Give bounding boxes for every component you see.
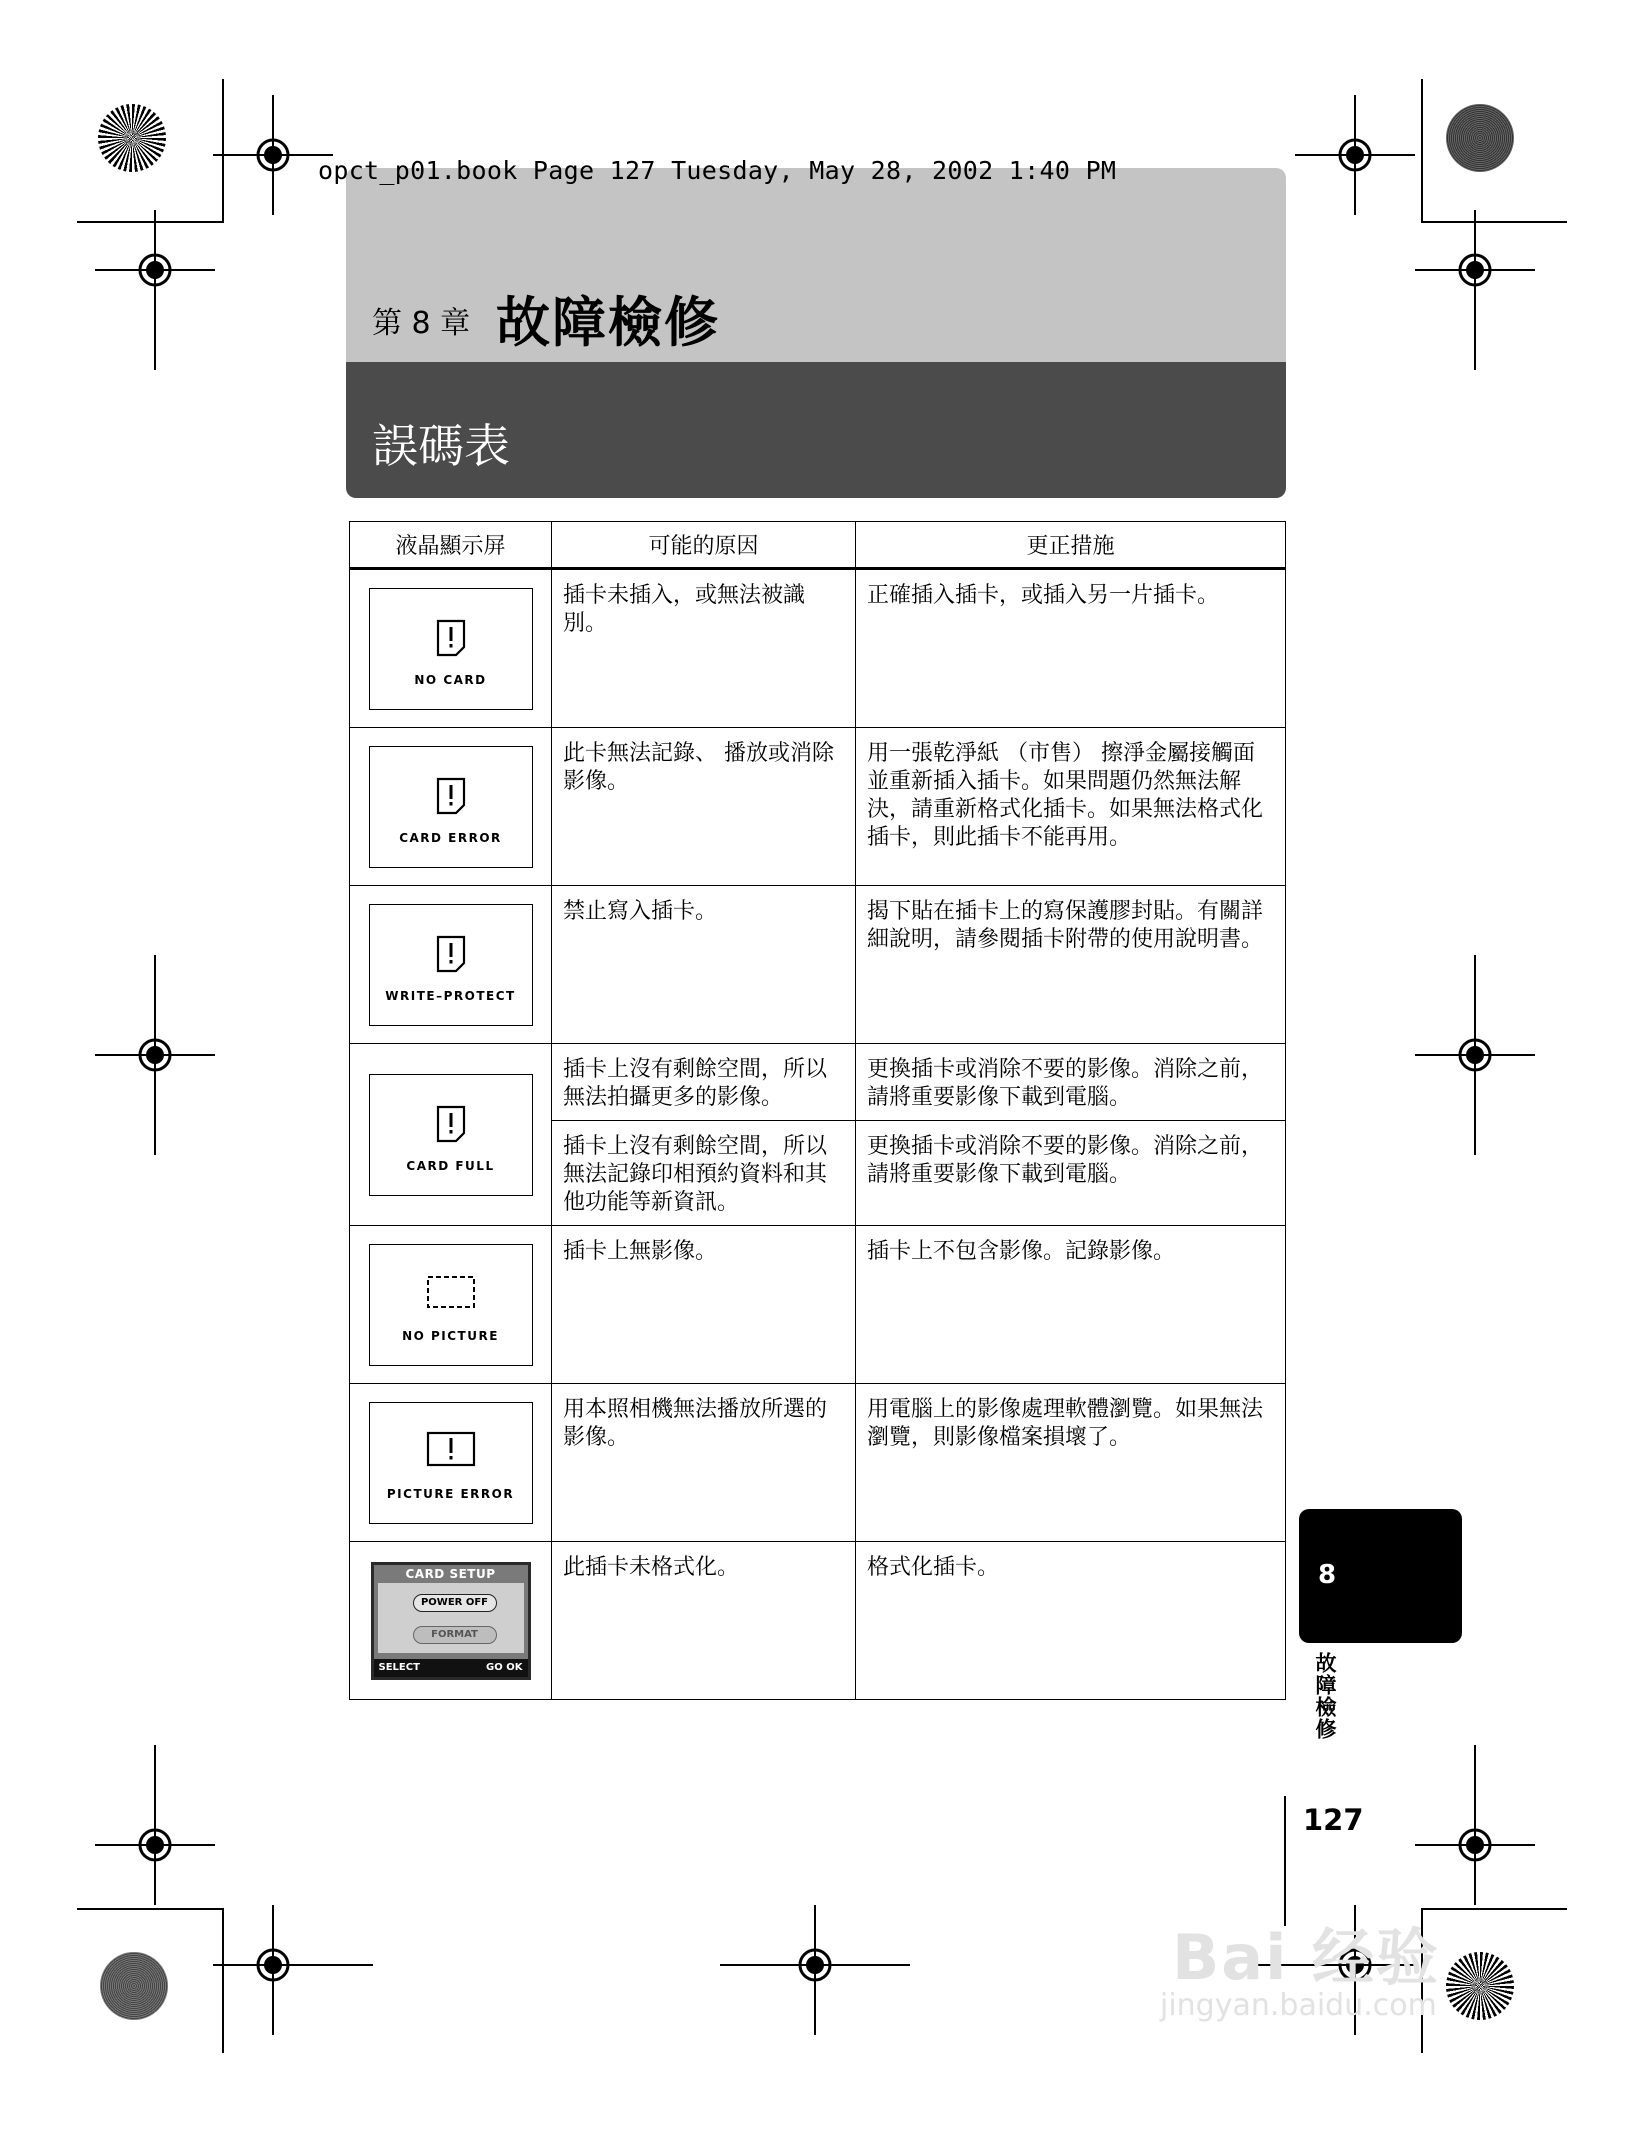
card-warning-icon bbox=[436, 1105, 466, 1143]
table-row bbox=[350, 1044, 1286, 1121]
table-row bbox=[350, 886, 1286, 1044]
table-row bbox=[350, 569, 1286, 728]
page-number: 127 bbox=[1303, 1803, 1364, 1837]
lcd-screen bbox=[369, 904, 533, 1026]
lcd-screen bbox=[369, 1402, 533, 1524]
watermark-url: jingyan.baidu.com bbox=[1160, 1988, 1437, 2023]
card-warning-icon bbox=[436, 777, 466, 815]
lcd-cell bbox=[350, 1542, 552, 1700]
crosshair-target-icon bbox=[1295, 95, 1415, 215]
table-row bbox=[350, 1226, 1286, 1384]
empty-frame-icon bbox=[426, 1275, 476, 1309]
action-cell: 格式化插卡。 bbox=[856, 1542, 1286, 1700]
card-warning-icon bbox=[436, 619, 466, 657]
go-ok-hint: GO OK bbox=[486, 1661, 523, 1673]
menu-footer bbox=[374, 1659, 528, 1677]
cause-cell: 插卡上沒有剩餘空間，所以無法記錄印相預約資料和其他功能等新資訊。 bbox=[552, 1121, 856, 1226]
lcd-message: PICTURE ERROR bbox=[386, 1486, 515, 1501]
table-row bbox=[350, 1384, 1286, 1542]
lcd-cell bbox=[350, 886, 552, 1044]
cause-cell: 插卡未插入，或無法被識別。 bbox=[552, 569, 856, 728]
lcd-cell bbox=[350, 1226, 552, 1384]
lcd-screen bbox=[369, 1244, 533, 1366]
watermark-logo: Bai 经验 bbox=[1172, 1921, 1440, 1994]
page-number-rule bbox=[1284, 1796, 1286, 1926]
section-title: 誤碼表 bbox=[372, 419, 510, 473]
lcd-message: WRITE–PROTECT bbox=[385, 988, 516, 1003]
action-cell: 更換插卡或消除不要的影像。消除之前，請將重要影像下載到電腦。 bbox=[856, 1121, 1286, 1226]
side-tab-number: 8 bbox=[1318, 1560, 1337, 1590]
action-cell: 揭下貼在插卡上的寫保護膠封貼。有關詳細說明，請參閱插卡附帶的使用說明書。 bbox=[856, 886, 1286, 1044]
lcd-message: CARD FULL bbox=[406, 1158, 495, 1173]
crosshair-target-icon bbox=[213, 1905, 373, 2035]
card-warning-icon bbox=[436, 935, 466, 973]
lcd-cell bbox=[350, 1044, 552, 1226]
table-row bbox=[350, 728, 1286, 886]
crosshair-target-icon bbox=[1415, 210, 1535, 370]
lcd-message: CARD ERROR bbox=[399, 830, 502, 845]
action-cell: 插卡上不包含影像。記錄影像。 bbox=[856, 1226, 1286, 1384]
column-header-action: 更正措施 bbox=[856, 522, 1286, 569]
crosshair-target-icon bbox=[95, 210, 215, 370]
crosshair-target-icon bbox=[95, 1745, 215, 1905]
cause-cell: 此插卡未格式化。 bbox=[552, 1542, 856, 1700]
cause-cell: 用本照相機無法播放所選的影像。 bbox=[552, 1384, 856, 1542]
table-row bbox=[350, 1542, 1286, 1700]
lcd-cell bbox=[350, 569, 552, 728]
format-option: FORMAT bbox=[413, 1626, 497, 1644]
crosshair-target-icon bbox=[1415, 1745, 1535, 1905]
lcd-screen bbox=[369, 588, 533, 710]
color-bar-burst-top-left bbox=[98, 104, 166, 172]
column-header-lcd: 液晶顯示屏 bbox=[350, 522, 552, 569]
crosshair-target-icon bbox=[720, 1905, 910, 2035]
crosshair-target-icon bbox=[1415, 955, 1535, 1155]
gray-burst-bottom-left bbox=[100, 1952, 168, 2020]
chapter-title: 故障檢修 bbox=[496, 291, 720, 354]
chapter-header-band bbox=[346, 168, 1286, 362]
menu-title: CARD SETUP bbox=[405, 1566, 496, 1581]
select-hint: SELECT bbox=[378, 1661, 420, 1673]
lcd-screen bbox=[369, 746, 533, 868]
lcd-screen bbox=[369, 1074, 533, 1196]
cause-cell: 插卡上沒有剩餘空間，所以無法拍攝更多的影像。 bbox=[552, 1044, 856, 1121]
crosshair-target-icon bbox=[213, 95, 333, 215]
chapter-label: 第 8 章 bbox=[372, 306, 471, 341]
table-header-row bbox=[350, 522, 1286, 569]
power-off-option: POWER OFF bbox=[413, 1594, 497, 1612]
cause-cell: 禁止寫入插卡。 bbox=[552, 886, 856, 1044]
column-header-cause: 可能的原因 bbox=[552, 522, 856, 569]
color-bar-burst-bottom-right bbox=[1446, 1952, 1514, 2020]
crosshair-target-icon bbox=[95, 955, 215, 1155]
error-code-table bbox=[349, 521, 1286, 1700]
cause-cell: 插卡上無影像。 bbox=[552, 1226, 856, 1384]
action-cell: 用一張乾淨紙 （市售） 擦淨金屬接觸面並重新插入插卡。如果問題仍然無法解決，請重新格式化插卡。如果無法格式化插卡，則此插卡不能再用。 bbox=[856, 728, 1286, 886]
card-setup-menu bbox=[371, 1562, 531, 1680]
gray-burst-top-right bbox=[1446, 104, 1514, 172]
picture-warning-icon bbox=[426, 1431, 476, 1467]
lcd-message: NO PICTURE bbox=[402, 1328, 499, 1343]
print-slug: opct_p01.book Page 127 Tuesday, May 28, 2002 1:40 PM bbox=[318, 156, 1117, 185]
action-cell: 更換插卡或消除不要的影像。消除之前，請將重要影像下載到電腦。 bbox=[856, 1044, 1286, 1121]
lcd-cell bbox=[350, 728, 552, 886]
menu-body bbox=[378, 1583, 524, 1653]
side-tab-label: 故障檢修 bbox=[1313, 1652, 1337, 1740]
cause-cell: 此卡無法記錄、 播放或消除影像。 bbox=[552, 728, 856, 886]
lcd-cell bbox=[350, 1384, 552, 1542]
lcd-message: NO CARD bbox=[414, 672, 487, 687]
action-cell: 正確插入插卡，或插入另一片插卡。 bbox=[856, 569, 1286, 728]
action-cell: 用電腦上的影像處理軟體瀏覽。如果無法瀏覽，則影像檔案損壞了。 bbox=[856, 1384, 1286, 1542]
